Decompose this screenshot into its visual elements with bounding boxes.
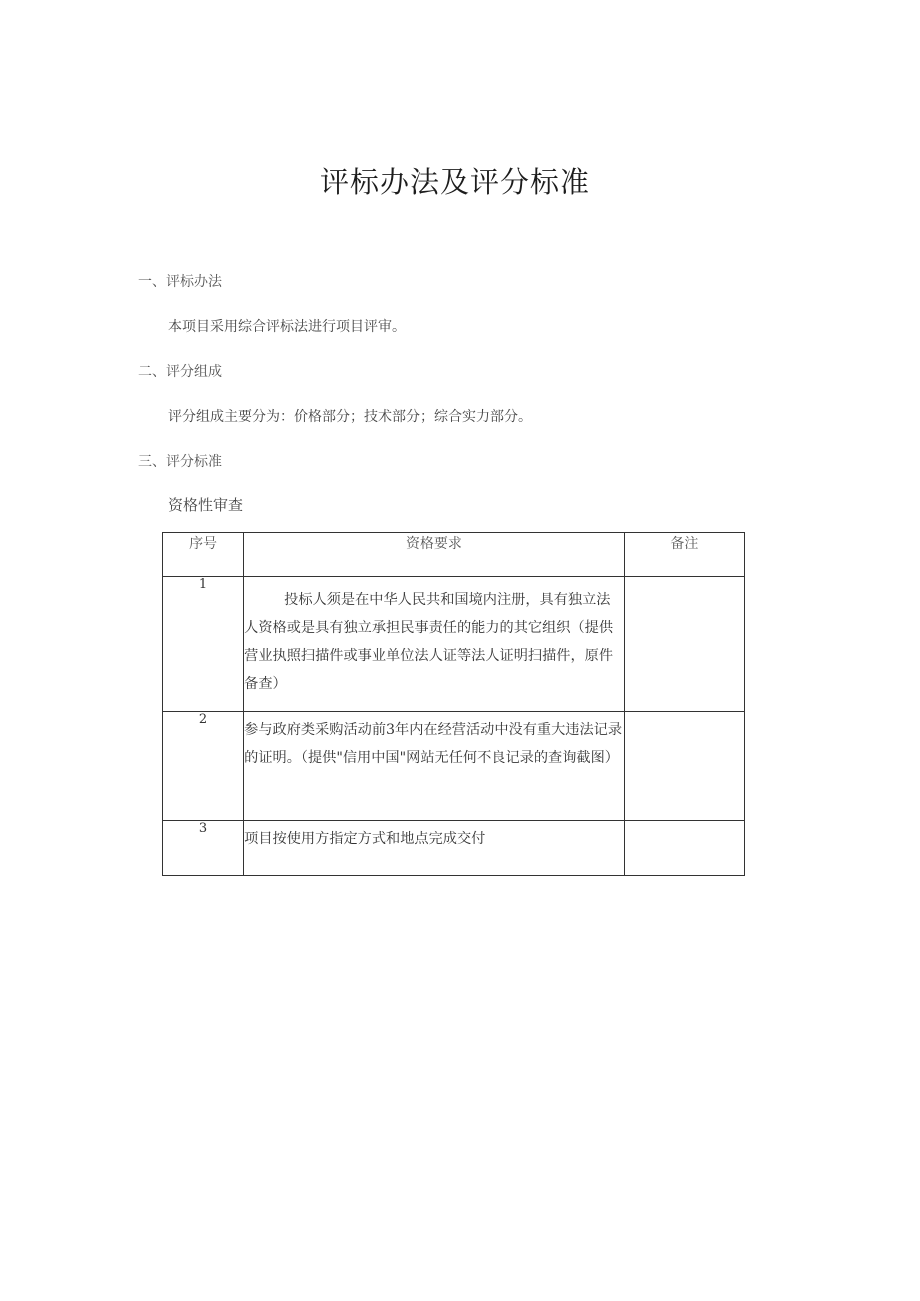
column-header-note: 备注 — [624, 533, 744, 577]
section-body-2: 评分组成主要分为：价格部分；技术部分；综合实力部分。 — [168, 409, 532, 425]
row-number: 2 — [163, 712, 244, 821]
section-heading-1: 一、评标办法 — [138, 274, 222, 290]
row-note — [624, 577, 744, 712]
page-title: 评标办法及评分标准 — [319, 165, 590, 199]
column-header-requirement: 资格要求 — [244, 533, 625, 577]
table-row — [163, 712, 745, 821]
row-requirement: 项目按使用方指定方式和地点完成交付 — [244, 821, 625, 876]
row-note — [624, 712, 744, 821]
row-requirement: 投标人须是在中华人民共和国境内注册，具有独立法人资格或是具有独立承担民事责任的能力的其它组织（提供营业执照扫描件或事业单位法人证等法人证明扫描件，原件备查） — [244, 577, 625, 712]
section-body-1: 本项目采用综合评标法进行项目评审。 — [168, 319, 406, 335]
row-number: 1 — [163, 577, 244, 712]
table-row — [163, 577, 745, 712]
table-header-row — [163, 533, 745, 577]
section-heading-2: 二、评分组成 — [138, 364, 222, 380]
table-row — [163, 821, 745, 876]
qualification-review-title: 资格性审查 — [168, 496, 244, 514]
row-requirement: 参与政府类采购活动前3年内在经营活动中没有重大违法记录的证明。（提供"信用中国"网站无任何不良记录的查询截图） — [244, 712, 625, 821]
section-heading-3: 三、评分标准 — [138, 454, 222, 470]
row-number: 3 — [163, 821, 244, 876]
column-header-no: 序号 — [163, 533, 244, 577]
row-note — [624, 821, 744, 876]
qualification-table — [162, 532, 745, 876]
